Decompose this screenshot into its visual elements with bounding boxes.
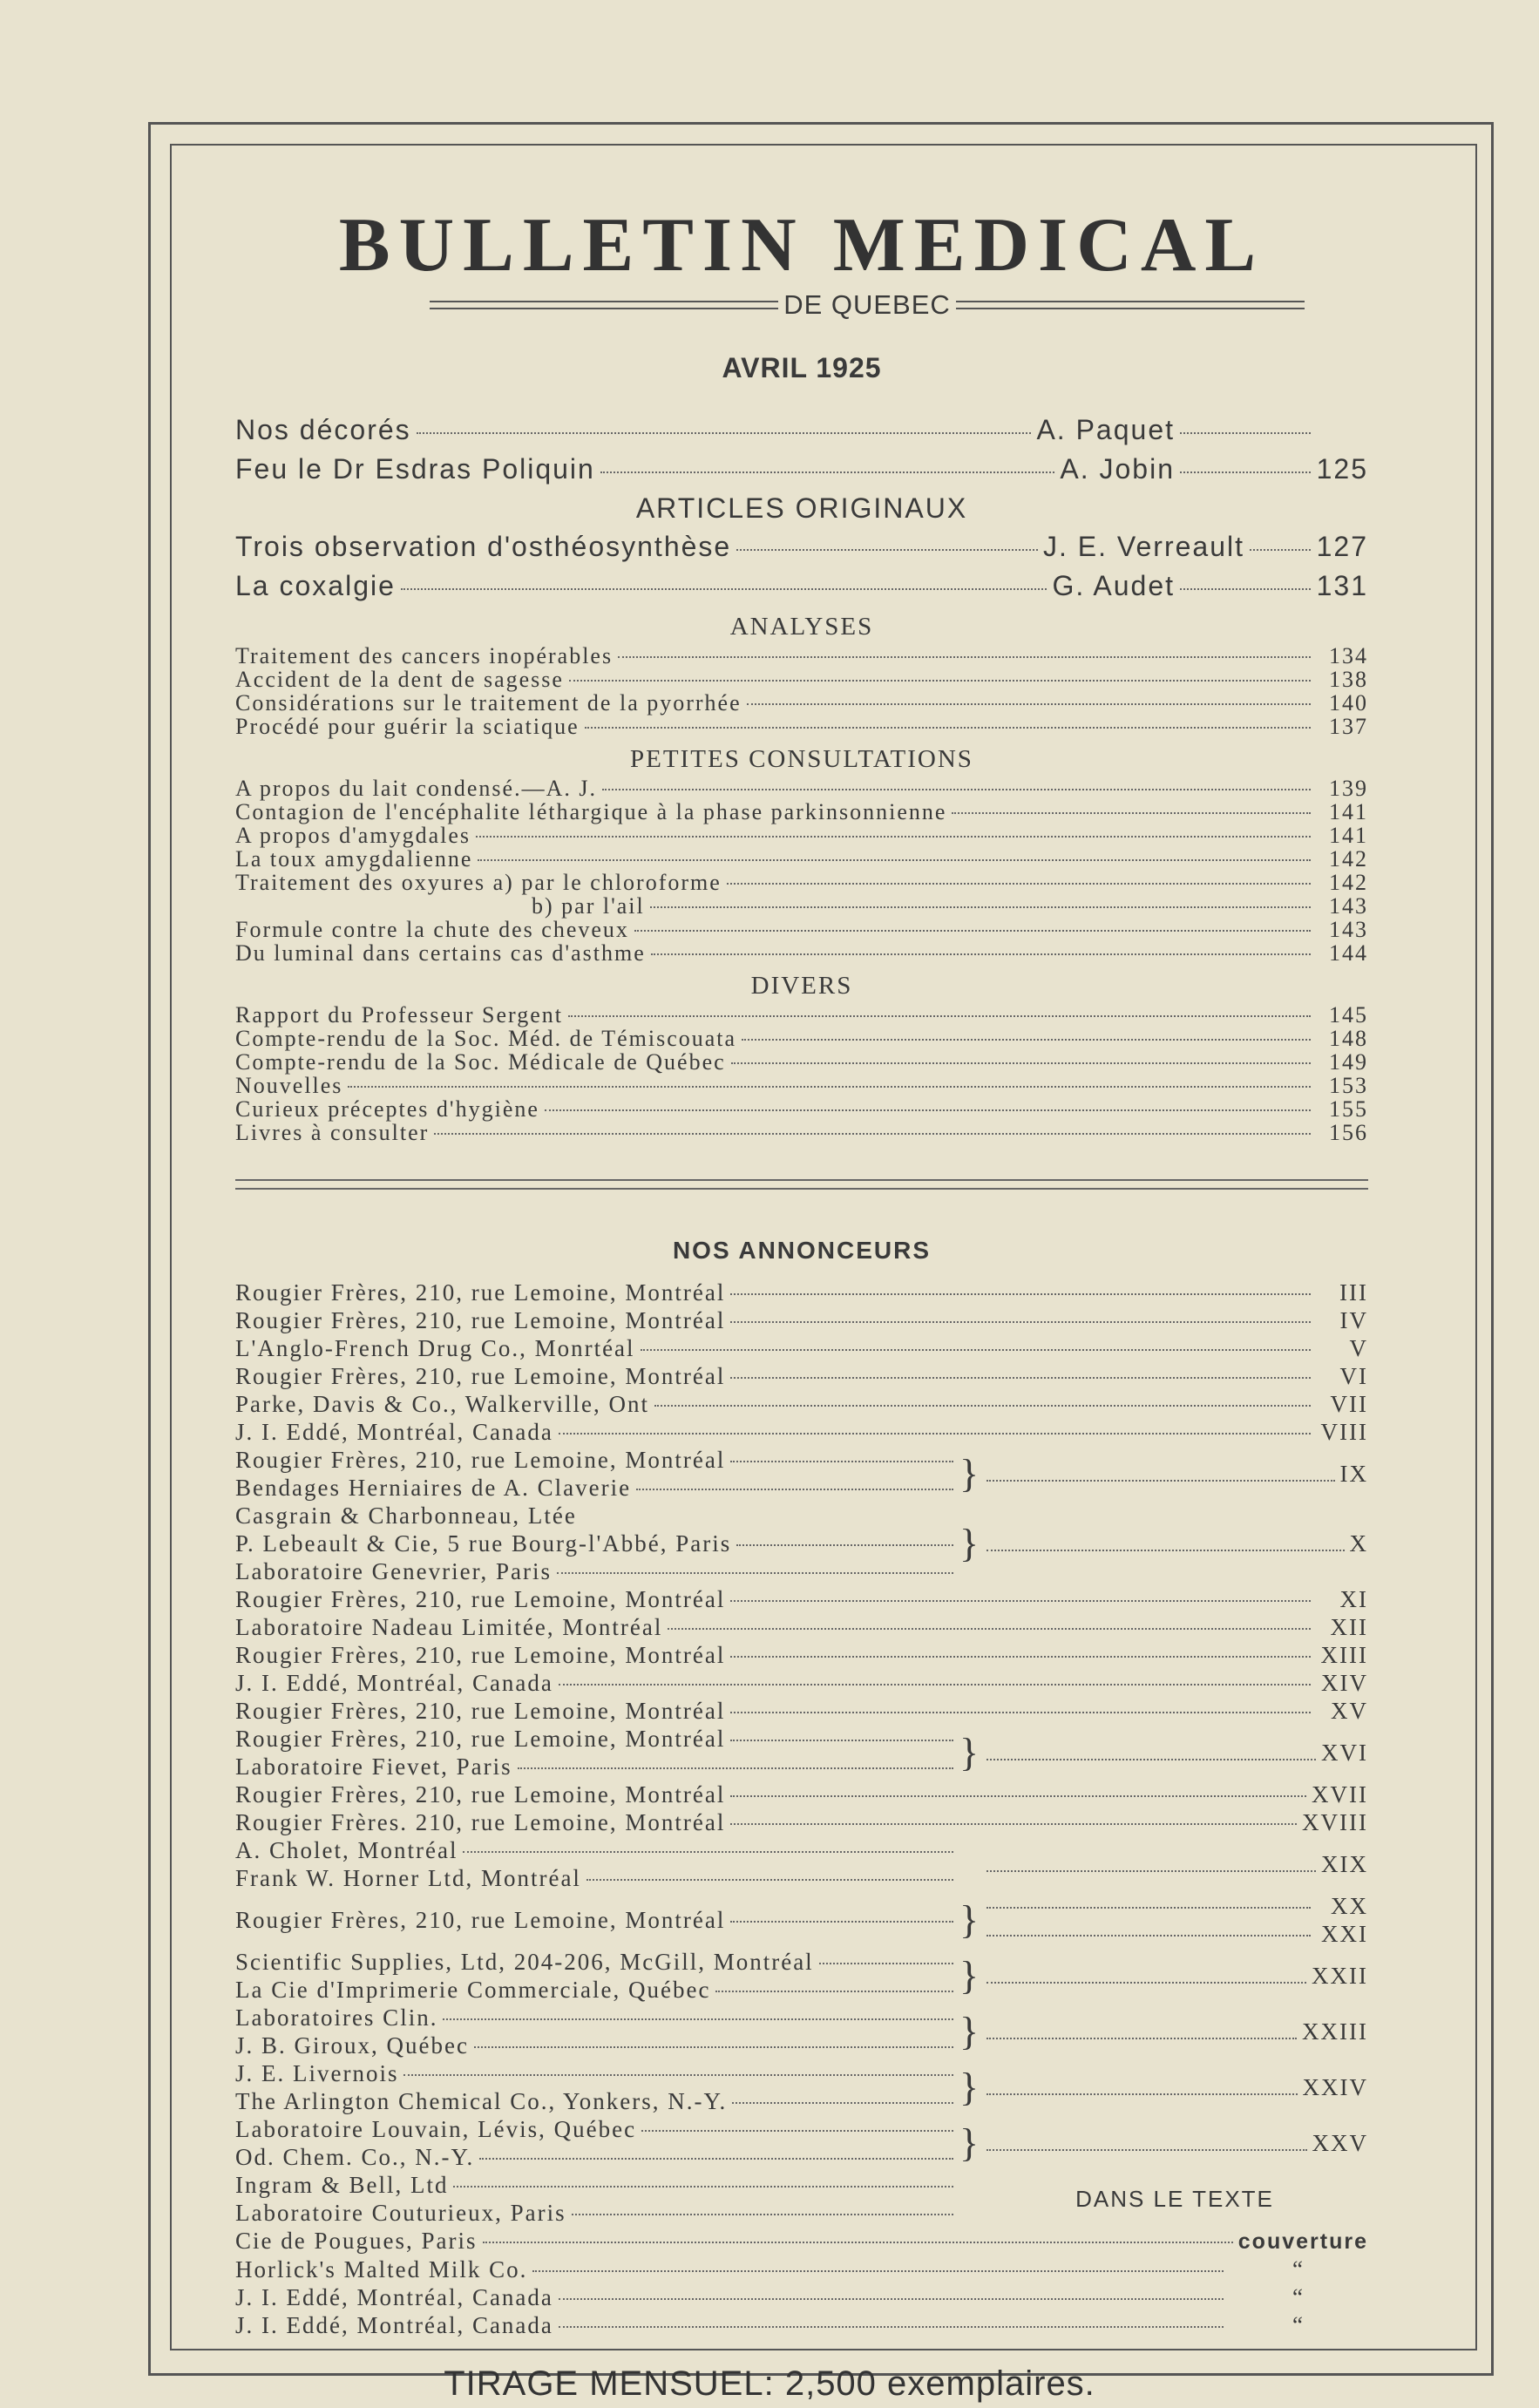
ad-name: Scientific Supplies, Ltd, 204-206, McGill, Montréal [235,1949,814,1975]
toc-page: 142 [1329,846,1368,872]
leader-dots [651,953,1311,955]
toc-title: Livres à consulter [235,1120,430,1145]
leader-dots [479,2158,953,2160]
divers-list [235,1003,1368,1144]
leader-dots [572,2214,953,2215]
ad-row [235,1697,1368,1725]
ad-page: “ [1292,2256,1305,2283]
leader-dots [559,1684,1311,1686]
toc-page: 155 [1329,1096,1368,1122]
leader-dots [742,1039,1311,1041]
ad-row [235,2227,1368,2255]
ad-name: Rougier Frères, 210, rue Lemoine, Montréal [235,1726,726,1752]
leader-dots [986,1982,1306,1984]
ad-name: Rougier Frères, 210, rue Lemoine, Montréal [235,1447,726,1473]
leader-dots [730,1656,1311,1658]
leader-dots [1250,549,1311,551]
ad-group [235,1446,1368,1502]
leader-dots [730,1461,953,1462]
toc-page: 138 [1329,667,1368,692]
ad-row [235,1948,959,1976]
ad-row [235,1418,1368,1446]
dans-le-texte-label: DANS LE TEXTE [1075,2186,1274,2212]
leader-dots [348,1086,1311,1088]
ad-name: Bendages Herniaires de A. Claverie [235,1475,632,1501]
leader-dots [568,1015,1311,1017]
leader-dots [586,1879,953,1881]
ad-name: Laboratoire Genevrier, Paris [235,1558,553,1584]
brace: } [959,1897,981,1942]
toc-page: 141 [1329,799,1368,824]
toc-title: La coxalgie [235,570,396,601]
leader-dots [417,432,1032,434]
ad-name: Laboratoire Louvain, Lévis, Québec [235,2116,637,2142]
ad-page: XV [1331,1698,1368,1724]
leader-dots [557,1572,953,1574]
ad-name: A. Cholet, Montréal [235,1837,458,1863]
ad-row [235,2115,959,2143]
section-heading-articles: ARTICLES ORIGINAUX [635,492,968,524]
toc-row [235,450,1368,489]
leader-dots [986,1759,1316,1760]
ad-row [235,2004,959,2032]
leader-dots [730,1795,1306,1797]
ad-row [235,1781,1368,1808]
leader-dots [474,2046,953,2048]
issue-date: AVRIL 1925 [722,352,882,383]
section-heading-annonceurs: NOS ANNONCEURS [672,1237,932,1264]
ad-name: Frank W. Horner Ltd, Montréal [235,1865,581,1891]
leader-dots [731,1062,1311,1064]
leader-dots [747,703,1311,705]
ad-row [235,1585,1368,1613]
toc-top [235,410,1368,489]
ad-row [235,1446,959,1474]
ad-page: couverture [1237,2229,1368,2254]
toc-row [235,1027,1368,1050]
toc-row [235,1050,1368,1074]
ad-name: Rougier Frères, 210, rue Lemoine, Montréal [235,1586,726,1612]
ad-name: Horlick's Malted Milk Co. [235,2256,528,2283]
toc-row [235,800,1368,824]
brace: } [959,2009,981,2053]
brace: } [959,1451,981,1496]
ad-group [235,1948,1368,2004]
leader-dots [478,859,1311,861]
ad-name: Rougier Frères, 210, rue Lemoine, Montréal [235,1279,726,1306]
leader-dots [641,1349,1311,1351]
leader-dots [986,2149,1307,2151]
subtitle-rule-right [956,301,1305,309]
leader-dots [585,727,1311,729]
ad-row [235,1641,1368,1669]
ad-name: Laboratoire Couturieux, Paris [235,2200,566,2226]
ad-row [235,1390,1368,1418]
ad-name: Rougier Frères, 210, rue Lemoine, Montréal [235,1907,726,1933]
toc-title: Rapport du Professeur Sergent [235,1002,563,1028]
ad-page: XI [1339,1586,1368,1612]
toc-row [235,1121,1368,1144]
leader-dots [545,1109,1311,1111]
toc-page: 137 [1329,714,1368,739]
ad-name: Rougier Frères. 210, rue Lemoine, Montréal [235,1809,726,1835]
toc-author: A. Paquet [1036,414,1175,445]
leader-dots [401,588,1047,590]
ad-name: Laboratoires Clin. [235,2004,438,2031]
toc-row [235,894,1368,918]
leader-dots [654,1405,1311,1407]
toc-title: Compte-rendu de la Soc. Méd. de Témiscouata [235,1026,737,1051]
toc-title: Traitement des oxyures a) par le chloroforme [235,870,722,895]
toc-page: 145 [1329,1002,1368,1028]
toc-row [235,410,1368,450]
ad-name: J. I. Eddé, Montréal, Canada [235,2312,553,2338]
ad-name: Laboratoire Fievet, Paris [235,1753,512,1780]
ad-name: Laboratoire Nadeau Limitée, Montréal [235,1614,663,1640]
ad-page: XVII [1312,1781,1368,1808]
journal-title: BULLETIN MEDICAL [338,203,1265,288]
ad-page: XXIII [1302,2018,1368,2045]
ad-row [235,1725,959,1753]
ad-name: La Cie d'Imprimerie Commerciale, Québec [235,1977,711,2003]
ad-group [235,2004,1368,2059]
toc-page: 140 [1329,690,1368,716]
leader-dots [463,1851,953,1853]
journal-subtitle: DE QUEBEC [783,289,951,320]
toc-title: La toux amygdalienne [235,846,473,872]
toc-page: 143 [1329,917,1368,942]
ad-name: Od. Chem. Co., N.-Y. [235,2144,475,2170]
ad-name: J. I. Eddé, Montréal, Canada [235,2284,553,2310]
ad-row [235,1557,959,1585]
ad-group [235,2115,1368,2171]
leader-dots [518,1767,953,1769]
ad-group [235,1892,1368,1948]
ad-row [235,2087,959,2115]
leader-dots [986,2093,1298,2095]
toc-row [235,918,1368,941]
ad-name: Ingram & Bell, Ltd [235,2172,449,2198]
leader-dots [736,549,1038,551]
ad-name: Rougier Frères, 210, rue Lemoine, Montréal [235,1698,726,1724]
ad-name: Rougier Frères, 210, rue Lemoine, Montréal [235,1781,726,1808]
ad-row [235,1362,1368,1390]
ad-page: “ [1292,2312,1305,2338]
ad-row [235,2283,1368,2311]
toc-title: Accident de la dent de sagesse [235,667,564,692]
toc-title: Procédé pour guérir la sciatique [235,714,580,739]
petites-list [235,777,1368,965]
ad-name: J. I. Eddé, Montréal, Canada [235,1670,553,1696]
leader-dots [986,1550,1345,1551]
toc-title: A propos du lait condensé.—A. J. [235,776,597,801]
ad-group [235,2059,1368,2115]
leader-dots [732,2102,953,2104]
toc-row [235,847,1368,871]
ad-row [235,1906,959,1934]
toc-title: Nos décorés [235,414,411,445]
leader-dots [602,789,1311,790]
leader-dots [636,1489,953,1490]
annonceurs-list [235,1279,1368,2339]
leader-dots [730,1600,1311,1602]
toc-author: G. Audet [1052,570,1175,601]
toc-author: J. E. Verreault [1043,531,1244,562]
brace: } [959,1953,981,1998]
ad-page: V [1349,1335,1368,1361]
toc-page: 134 [1329,643,1368,668]
toc-page: 156 [1329,1120,1368,1145]
toc-row [235,527,1368,566]
section-heading-petites: PETITES CONSULTATIONS [630,745,973,773]
ad-group [235,1502,1368,1585]
ad-row [235,1502,959,1530]
toc-page: 143 [1329,893,1368,919]
toc-row [235,941,1368,965]
ad-page: XIX [1321,1851,1368,1877]
ad-row [235,2255,1368,2283]
ad-group [235,2171,1368,2227]
ad-row [235,2143,959,2171]
leader-dots [403,2074,953,2076]
leader-dots [730,1321,1311,1323]
toc-row [235,1003,1368,1027]
ad-page: XXV [1312,2130,1368,2156]
leader-dots [569,680,1311,682]
toc-row [235,668,1368,691]
ad-row [235,2032,959,2059]
ad-page: VII [1330,1391,1368,1417]
leader-dots [634,930,1311,932]
toc-row [235,566,1368,606]
toc-row [235,644,1368,668]
toc-page: 139 [1329,776,1368,801]
ad-row [235,1306,1368,1334]
leader-dots [559,2298,1224,2300]
ad-page: III [1339,1279,1368,1306]
section-heading-analyses: ANALYSES [729,613,874,641]
brace: } [959,2120,981,2165]
ad-row [235,2311,1368,2339]
toc-title: Compte-rendu de la Soc. Médicale de Québec [235,1049,726,1075]
leader-dots [736,1544,953,1546]
ad-name: Parke, Davis & Co., Walkerville, Ont [235,1391,650,1417]
ad-row [235,1474,959,1502]
section-heading-divers: DIVERS [750,972,853,1000]
section-divider [235,1179,1368,1190]
toc-row [235,1074,1368,1097]
ad-name: J. I. Eddé, Montréal, Canada [235,1419,553,1445]
ad-page: XVIII [1302,1809,1368,1835]
ad-page: XII [1330,1614,1368,1640]
toc-page: 131 [1316,570,1368,601]
ad-page: XXII [1312,1963,1368,1989]
brace: } [959,2065,981,2109]
ad-name: Casgrain & Charbonneau, Ltée [235,1502,577,1529]
toc-row [235,777,1368,800]
ad-group [235,1836,1368,1892]
subtitle-rule-left [430,301,778,309]
leader-dots [986,1480,1335,1482]
ad-name: Rougier Frères, 210, rue Lemoine, Montréal [235,1642,726,1668]
ad-row [235,1669,1368,1697]
leader-dots [730,1740,953,1741]
toc-page: 148 [1329,1026,1368,1051]
ad-name: Rougier Frères, 210, rue Lemoine, Montréal [235,1363,726,1389]
leader-dots [668,1628,1311,1630]
toc-title: Trois observation d'osthéosynthèse [235,531,732,562]
leader-dots [1180,588,1311,590]
leader-dots [715,1991,953,1992]
ad-row [235,1836,959,1864]
leader-dots [730,1293,1311,1295]
leader-dots [727,883,1311,885]
toc-author: A. Jobin [1060,453,1175,485]
ad-row [235,2059,959,2087]
toc-page: 125 [1316,453,1368,485]
ad-name: P. Lebeault & Cie, 5 rue Bourg-l'Abbé, Paris [235,1530,732,1557]
ad-page: XVI [1321,1740,1368,1766]
ad-page: XIII [1320,1642,1368,1668]
toc-row [235,871,1368,894]
leader-dots [986,1870,1316,1872]
leader-dots [434,1133,1311,1135]
ad-page: VIII [1320,1419,1368,1445]
print-run-footer: TIRAGE MENSUEL: 2,500 exemplaires. [444,2364,1095,2403]
toc-title: Considérations sur le traitement de la pyorrhée [235,690,742,716]
leader-dots [532,2270,1224,2272]
leader-dots [730,1712,1311,1713]
toc-row [235,1097,1368,1121]
ad-name: J. B. Giroux, Québec [235,2032,469,2059]
ad-page: X [1349,1530,1368,1557]
ad-page: IV [1339,1307,1368,1333]
leader-dots [986,2038,1297,2039]
ad-name: Cie de Pougues, Paris [235,2228,478,2254]
toc-title: Traitement des cancers inopérables [235,643,614,668]
leader-dots [986,1935,1311,1937]
ad-row [981,1892,1368,1920]
toc-page: 127 [1316,531,1368,562]
ad-row [235,1864,959,1892]
ad-page: “ [1292,2284,1305,2310]
toc-row [235,691,1368,715]
toc-title: A propos d'amygdales [235,823,471,848]
ad-row [235,1279,1368,1306]
toc-title: b) par l'ail [235,893,645,919]
leader-dots [483,2242,1233,2243]
leader-dots [730,1921,953,1923]
subtitle-row [235,289,1368,321]
leader-dots [443,2018,953,2020]
toc-title: Feu le Dr Esdras Poliquin [235,453,595,485]
leader-dots [730,1823,1297,1825]
ad-row [235,1334,1368,1362]
toc-title: Nouvelles [235,1073,343,1098]
toc-title: Formule contre la chute des cheveux [235,917,629,942]
ad-page: XIV [1321,1670,1368,1696]
leader-dots [453,2186,953,2188]
ad-row [235,1530,959,1557]
leader-dots [641,2130,953,2132]
leader-dots [618,656,1311,658]
leader-dots [600,471,1055,473]
analyses-list [235,644,1368,738]
leader-dots [559,1433,1311,1435]
leader-dots [952,812,1311,814]
leader-dots [1180,471,1311,473]
brace: } [959,1730,981,1774]
ad-row [235,2199,959,2227]
leader-dots [559,2326,1224,2328]
ad-page: XXI [1321,1921,1368,1947]
ad-page: XXIV [1302,2074,1368,2100]
leader-dots [730,1377,1311,1379]
toc-row [235,715,1368,738]
toc-title: Curieux préceptes d'hygiène [235,1096,539,1122]
leader-dots [819,1963,953,1964]
articles-list [235,527,1368,606]
leader-dots [1180,432,1311,434]
brace: } [959,1521,981,1565]
ad-row [235,1613,1368,1641]
leader-dots [476,836,1311,838]
page-content [235,183,1368,2339]
ad-page: XX [1331,1893,1368,1919]
leader-dots [986,1907,1311,1909]
ad-row [981,1920,1368,1948]
ad-name: J. E. Livernois [235,2060,399,2086]
ad-name: Rougier Frères, 210, rue Lemoine, Montréal [235,1307,726,1333]
ad-row [235,1753,959,1781]
toc-page: 153 [1329,1073,1368,1098]
toc-page: 149 [1329,1049,1368,1075]
ad-group [235,1725,1368,1781]
ad-row [235,1808,1368,1836]
leader-dots [650,906,1311,908]
ad-row [235,2171,959,2199]
ad-name: The Arlington Chemical Co., Yonkers, N.-Y. [235,2088,728,2114]
toc-title: Du luminal dans certains cas d'asthme [235,940,646,966]
ad-page: IX [1339,1461,1368,1487]
ad-name: L'Anglo-French Drug Co., Monrtéal [235,1335,635,1361]
toc-page: 142 [1329,870,1368,895]
ad-row [235,1976,959,2004]
toc-row [235,824,1368,847]
ad-page: VI [1339,1363,1368,1389]
toc-page: 141 [1329,823,1368,848]
toc-page: 144 [1329,940,1368,966]
toc-title: Contagion de l'encéphalite léthargique à la phase parkinsonnienne [235,799,947,824]
